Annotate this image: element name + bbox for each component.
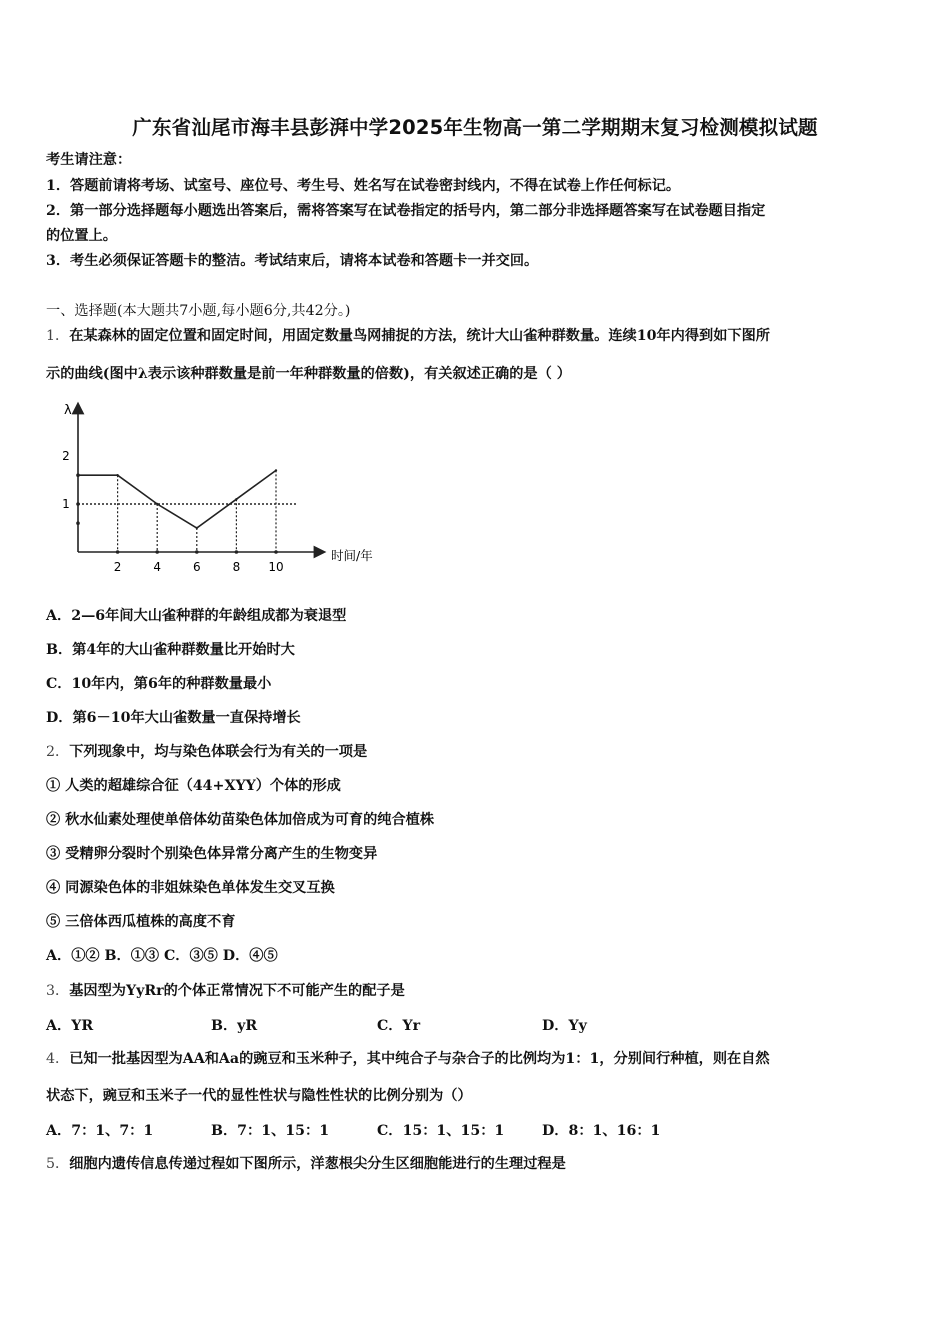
- question-2-options: A．①② B．①③ C．③⑤ D．④⑤: [46, 948, 278, 964]
- data-point: [275, 469, 277, 471]
- notice-heading: 考生请注意：: [46, 152, 132, 168]
- statement-item: ⑤ 三倍体西瓜植株的高度不育: [46, 914, 236, 930]
- option-c: C．Yr: [377, 1018, 421, 1034]
- y-tick-mark: [76, 502, 80, 506]
- statement-item: ③ 受精卵分裂时个别染色体异常分离产生的生物变异: [46, 846, 378, 862]
- option-a: A．2—6年间大山雀种群的年龄组成都为衰退型: [46, 608, 347, 624]
- notice-item: 的位置上。: [46, 228, 117, 244]
- x-tick-label: 4: [153, 560, 162, 574]
- x-tick-label: 10: [268, 560, 284, 574]
- question-2-stem: [46, 742, 367, 762]
- page-title: 广东省汕尾市海丰县彭湃中学2025年生物高一第二学期期末复习检测模拟试题: [132, 116, 818, 139]
- option-d: D．Yy: [542, 1018, 587, 1034]
- lambda-series-line: [78, 470, 276, 528]
- data-point: [116, 474, 118, 476]
- section-heading: 一、选择题(本大题共7小题,每小题6分,共42分。): [46, 303, 351, 319]
- question-number: 1．: [46, 328, 70, 344]
- x-tick-mark: [235, 550, 239, 554]
- option-d: D．8：1、16：1: [542, 1123, 661, 1139]
- question-4-stem-line2: 状态下，豌豆和玉米子一代的显性性状与隐性性状的比例分别为（）: [46, 1088, 472, 1104]
- x-tick-mark: [195, 550, 199, 554]
- question-number: 2．: [46, 744, 70, 760]
- option-d: D．第6－10年大山雀数量一直保持增长: [46, 710, 301, 726]
- lambda-chart: [46, 400, 406, 580]
- option-b: B．第4年的大山雀种群数量比开始时大: [46, 642, 295, 658]
- x-tick-mark: [116, 550, 120, 554]
- question-text: 细胞内遗传信息传递过程如下图所示，洋葱根尖分生区细胞能进行的生理过程是: [69, 1156, 566, 1172]
- notice-item: 3．考生必须保证答题卡的整洁。考试结束后，请将本试卷和答题卡一并交回。: [46, 253, 539, 269]
- data-point: [156, 503, 158, 505]
- question-number: 3．: [46, 983, 70, 999]
- x-tick-mark: [155, 550, 159, 554]
- question-text: 基因型为YyRr的个体正常情况下不可能产生的配子是: [69, 983, 405, 999]
- x-tick-mark: [274, 550, 278, 554]
- question-number: 4．: [46, 1051, 70, 1067]
- data-point: [235, 498, 237, 500]
- question-text: 在某森林的固定位置和固定时间，用固定数量鸟网捕捉的方法，统计大山雀种群数量。连续10年内得到如下图所: [69, 328, 770, 344]
- question-3-stem: [46, 981, 405, 1001]
- question-1-stem-line2: 示的曲线(图中λ表示该种群数量是前一年种群数量的倍数)，有关叙述正确的是（ ）: [46, 366, 571, 382]
- option-a: A．YR: [46, 1018, 94, 1034]
- option-a: A．7：1、7：1: [46, 1123, 154, 1139]
- x-tick-label: 2: [113, 560, 122, 574]
- statement-item: ① 人类的超雄综合征（44+XYY）个体的形成: [46, 778, 341, 794]
- y-axis-label: λ: [64, 403, 72, 418]
- y-tick-label: 2: [62, 449, 70, 463]
- option-b: B．yR: [211, 1018, 258, 1034]
- y-tick-label: 1: [62, 497, 70, 511]
- statement-item: ② 秋水仙素处理使单倍体幼苗染色体加倍成为可育的纯合植株: [46, 812, 435, 828]
- x-tick-label: 8: [232, 560, 241, 574]
- question-text: 已知一批基因型为AA和Aa的豌豆和玉米种子，其中纯合子与杂合子的比例均为1：1，分别间行种植，则在自然: [69, 1051, 770, 1067]
- option-b: B．7：1、15：1: [211, 1123, 330, 1139]
- question-5-stem: [46, 1154, 566, 1174]
- question-number: 5．: [46, 1156, 70, 1172]
- x-tick-label: 6: [192, 560, 201, 574]
- option-c: C．15：1、15：1: [377, 1123, 505, 1139]
- data-point: [77, 474, 79, 476]
- x-axis-label: 时间/年: [331, 548, 373, 563]
- question-1-stem-line1: [46, 326, 770, 346]
- statement-item: ④ 同源染色体的非姐妹染色单体发生交叉互换: [46, 880, 335, 896]
- question-text: 下列现象中，均与染色体联会行为有关的一项是: [69, 744, 368, 760]
- notice-item: 1．答题前请将考场、试室号、座位号、考生号、姓名写在试卷密封线内，不得在试卷上作任何标记。: [46, 178, 681, 194]
- notice-item: 2．第一部分选择题每小题选出答案后，需将答案写在试卷指定的括号内，第二部分非选择题答案写在试卷题目指定: [46, 203, 766, 219]
- question-4-stem-line1: [46, 1049, 770, 1069]
- option-c: C．10年内，第6年的种群数量最小: [46, 676, 272, 692]
- data-point: [196, 527, 198, 529]
- y-tick-mark: [76, 521, 80, 525]
